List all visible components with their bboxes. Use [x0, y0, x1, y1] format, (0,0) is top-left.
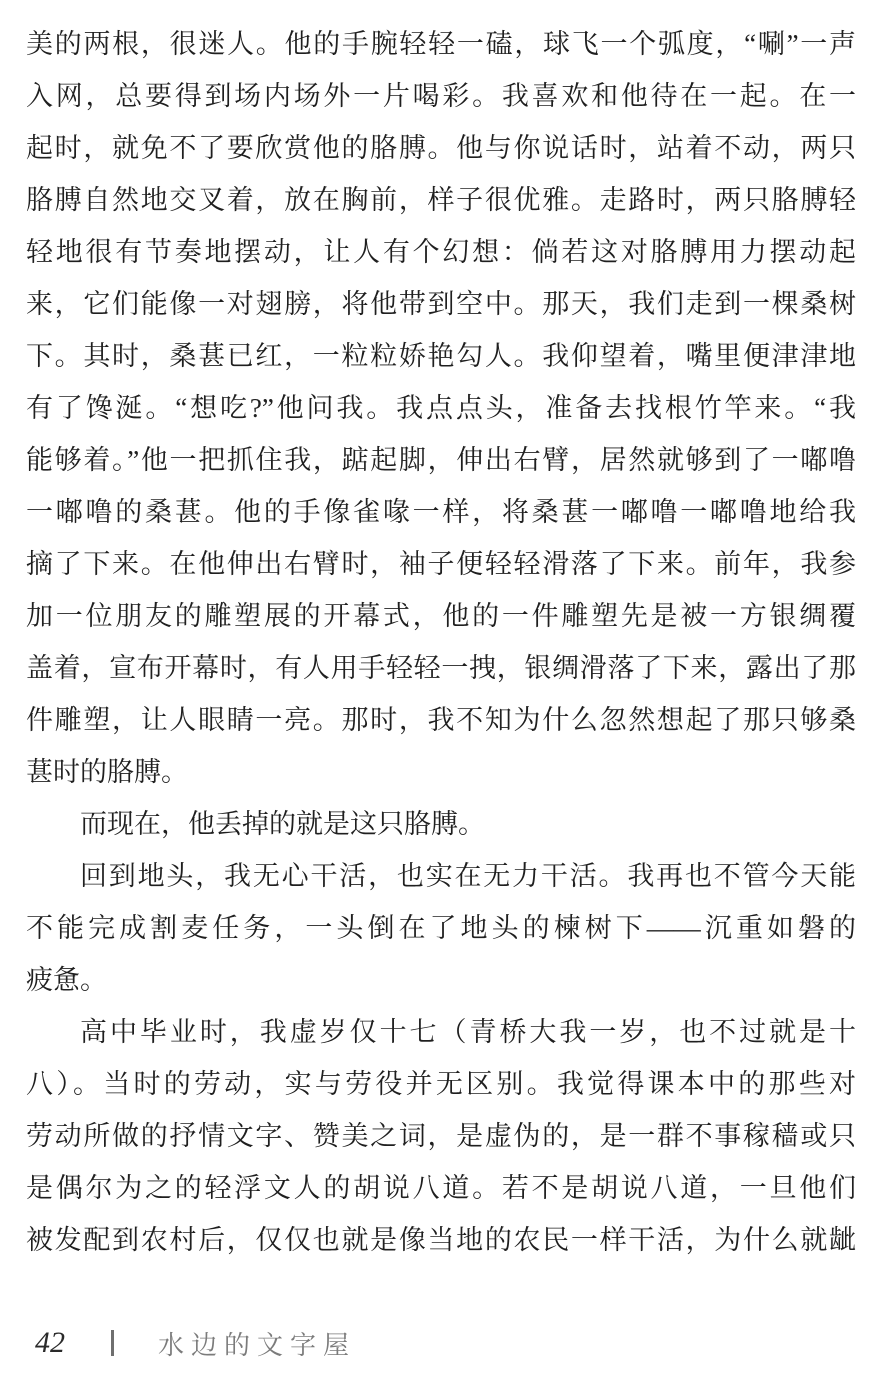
- text-line: 加一位朋友的雕塑展的开幕式，他的一件雕塑先是被一方银绸覆: [26, 601, 856, 631]
- footer-separator-bar: [111, 1330, 114, 1356]
- text-line: 下。其时，桑葚已红，一粒粒娇艳勾人。我仰望着，嘴里便津津地: [26, 341, 856, 371]
- text-line: 葚时的胳膊。: [26, 757, 188, 787]
- text-line: 被发配到农村后，仅仅也就是像当地的农民一样干活，为什么就龇: [26, 1225, 856, 1255]
- text-line: 胳膊自然地交叉着，放在胸前，样子很优雅。走路时，两只胳膊轻: [26, 185, 856, 215]
- text-line: 而现在，他丢掉的就是这只胳膊。: [80, 809, 485, 839]
- text-line: 起时，就免不了要欣赏他的胳膊。他与你说话时，站着不动，两只: [26, 133, 856, 163]
- text-line: 回到地头，我无心干活，也实在无力干活。我再也不管今天能: [80, 861, 856, 891]
- text-line: 来，它们能像一对翅膀，将他带到空中。那天，我们走到一棵桑树: [26, 289, 856, 319]
- text-line: 美的两根，很迷人。他的手腕轻轻一磕，球飞一个弧度，“唰”一声: [26, 29, 856, 59]
- text-line: 轻地很有节奏地摆动，让人有个幻想：倘若这对胳膊用力摆动起: [26, 237, 856, 267]
- text-line: 摘了下来。在他伸出右臂时，袖子便轻轻滑落了下来。前年，我参: [26, 549, 856, 579]
- page-number: 42: [35, 1326, 65, 1359]
- text-line: 入网，总要得到场内场外一片喝彩。我喜欢和他待在一起。在一: [26, 81, 856, 111]
- text-line: 疲惫。: [26, 965, 107, 995]
- text-line: 有了馋涎。“想吃?”他问我。我点点头，准备去找根竹竿来。“我: [26, 393, 856, 423]
- text-line: 一嘟噜的桑葚。他的手像雀喙一样，将桑葚一嘟噜一嘟噜地给我: [26, 497, 856, 527]
- text-line: 盖着，宣布开幕时，有人用手轻轻一拽，银绸滑落了下来，露出了那: [26, 653, 856, 683]
- text-line: 是偶尔为之的轻浮文人的胡说八道。若不是胡说八道，一旦他们: [26, 1173, 856, 1203]
- page-footer: [35, 1323, 356, 1363]
- text-line: 能够着。”他一把抓住我，踮起脚，伸出右臂，居然就够到了一嘟噜: [26, 445, 856, 475]
- text-line: 不能完成割麦任务，一头倒在了地头的楝树下——沉重如磐的: [26, 913, 856, 943]
- book-title: 水边的文字屋: [158, 1330, 357, 1360]
- text-line: 劳动所做的抒情文字、赞美之词，是虚伪的，是一群不事稼穑或只: [26, 1121, 856, 1151]
- text-line: 八）。当时的劳动，实与劳役并无区别。我觉得课本中的那些对: [26, 1069, 856, 1099]
- text-line: 件雕塑，让人眼睛一亮。那时，我不知为什么忽然想起了那只够桑: [26, 705, 856, 735]
- body-text: [26, 18, 856, 1266]
- text-line: 高中毕业时，我虚岁仅十七（青桥大我一岁，也不过就是十: [80, 1017, 856, 1047]
